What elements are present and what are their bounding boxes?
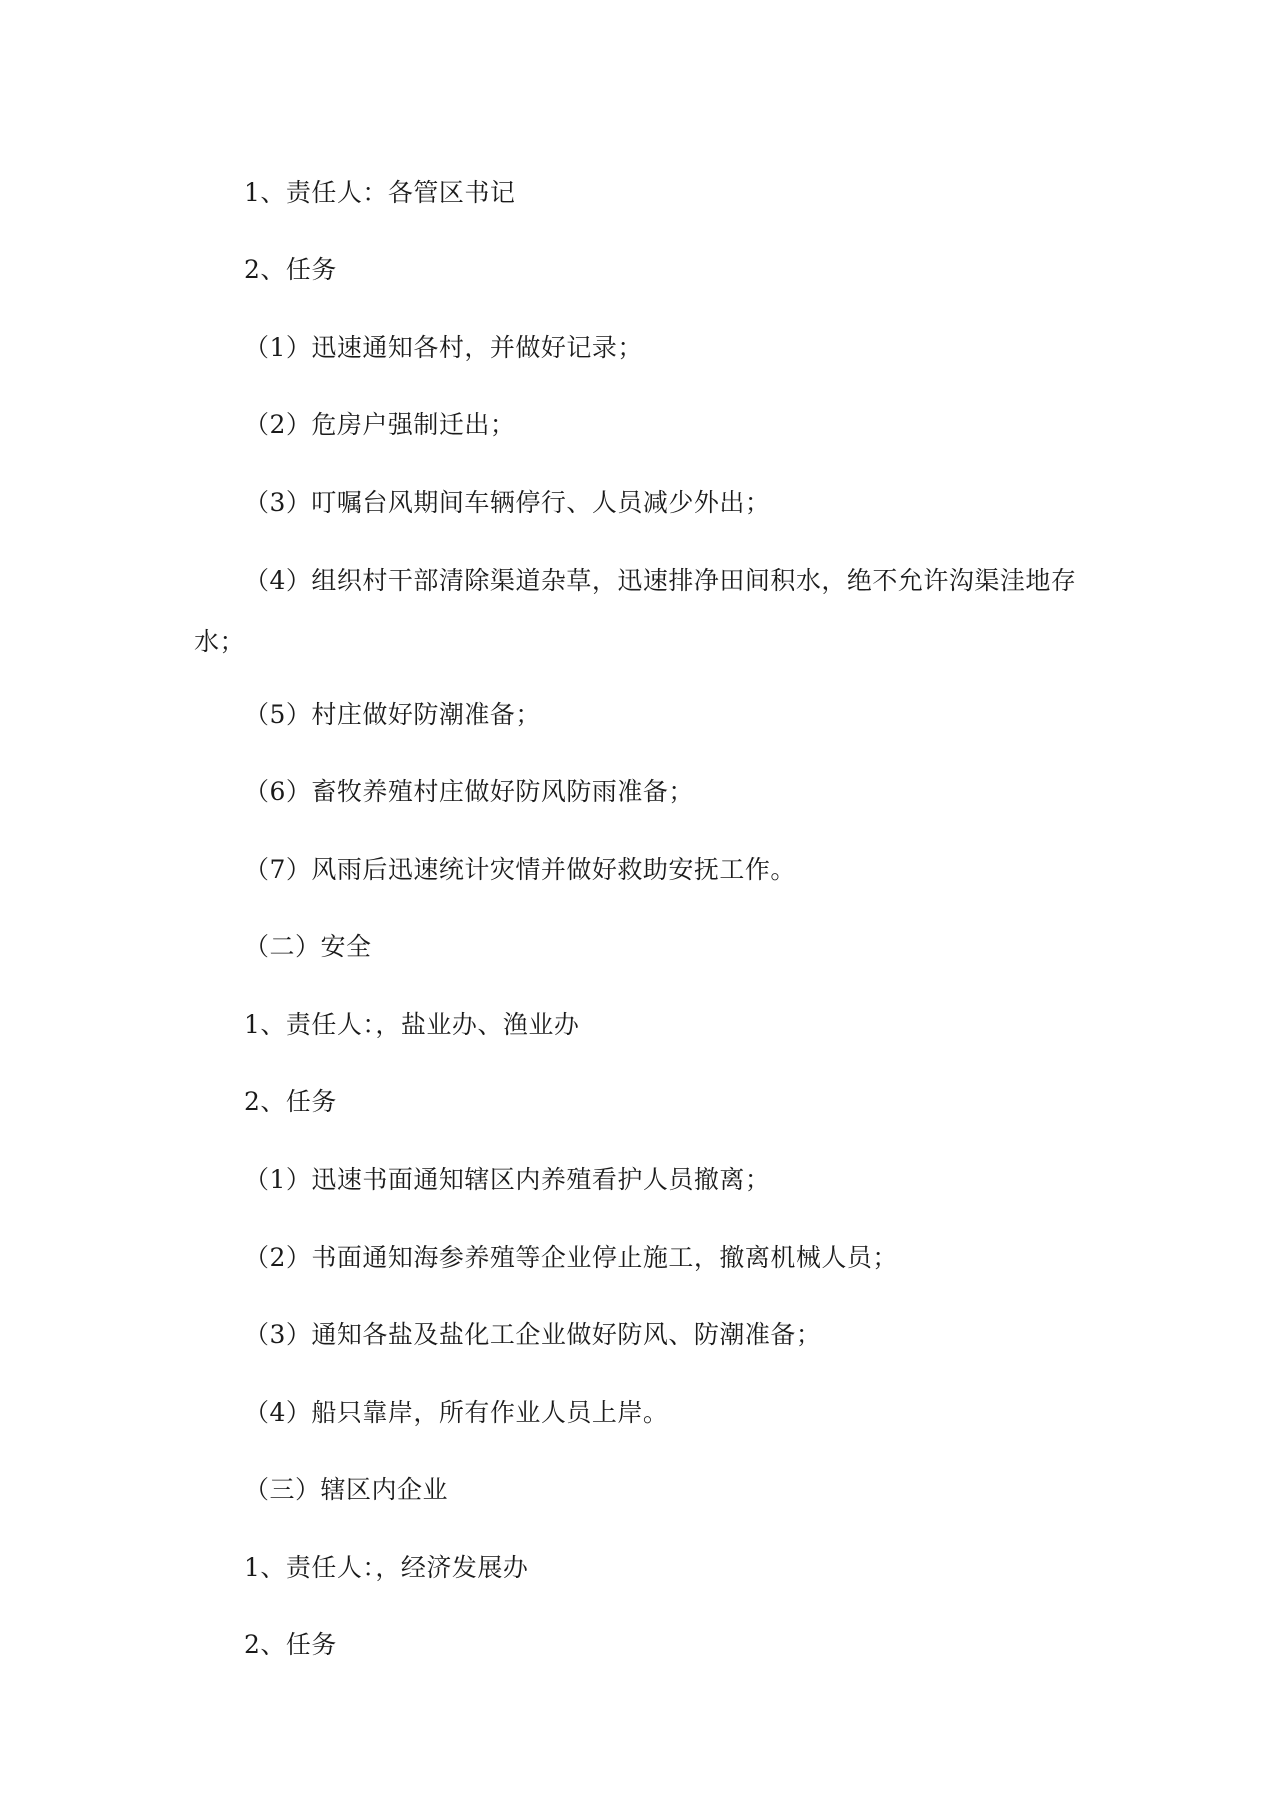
paragraph-task-heading-1: 2、任务 xyxy=(244,255,337,284)
paragraph-task-1-7: （7）风雨后迅速统计灾情并做好救助安抚工作。 xyxy=(244,855,796,884)
paragraph-task-2-2: （2）书面通知海参养殖等企业停止施工，撤离机械人员； xyxy=(244,1243,898,1272)
paragraph-task-1-3: （3）叮嘱台风期间车辆停行、人员减少外出； xyxy=(244,488,771,517)
paragraph-task-1-4: （4）组织村干部清除渠道杂草，迅速排净田间积水，绝不允许沟渠洼地存 xyxy=(244,566,1077,595)
paragraph-task-heading-2: 2、任务 xyxy=(244,1087,337,1116)
paragraph-task-2-4: （4）船只靠岸，所有作业人员上岸。 xyxy=(244,1398,669,1427)
paragraph-responsible-person-2: 1、责任人：，盐业办、渔业办 xyxy=(244,1010,580,1039)
paragraph-task-heading-3: 2、任务 xyxy=(244,1630,337,1659)
paragraph-task-1-2: （2）危房户强制迁出； xyxy=(244,410,516,439)
paragraph-task-1-6: （6）畜牧养殖村庄做好防风防雨准备； xyxy=(244,777,694,806)
paragraph-task-1-4-continuation: 水； xyxy=(194,627,246,656)
section-heading-safety: （二）安全 xyxy=(244,932,372,961)
paragraph-task-2-1: （1）迅速书面通知辖区内养殖看护人员撤离； xyxy=(244,1165,771,1194)
paragraph-responsible-person-1: 1、责任人：各管区书记 xyxy=(244,178,516,207)
paragraph-responsible-person-3: 1、责任人：，经济发展办 xyxy=(244,1553,529,1582)
paragraph-task-1-1: （1）迅速通知各村，并做好记录； xyxy=(244,333,643,362)
paragraph-task-1-5: （5）村庄做好防潮准备； xyxy=(244,700,541,729)
section-heading-enterprises: （三）辖区内企业 xyxy=(244,1475,449,1504)
paragraph-task-2-3: （3）通知各盐及盐化工企业做好防风、防潮准备； xyxy=(244,1320,822,1349)
